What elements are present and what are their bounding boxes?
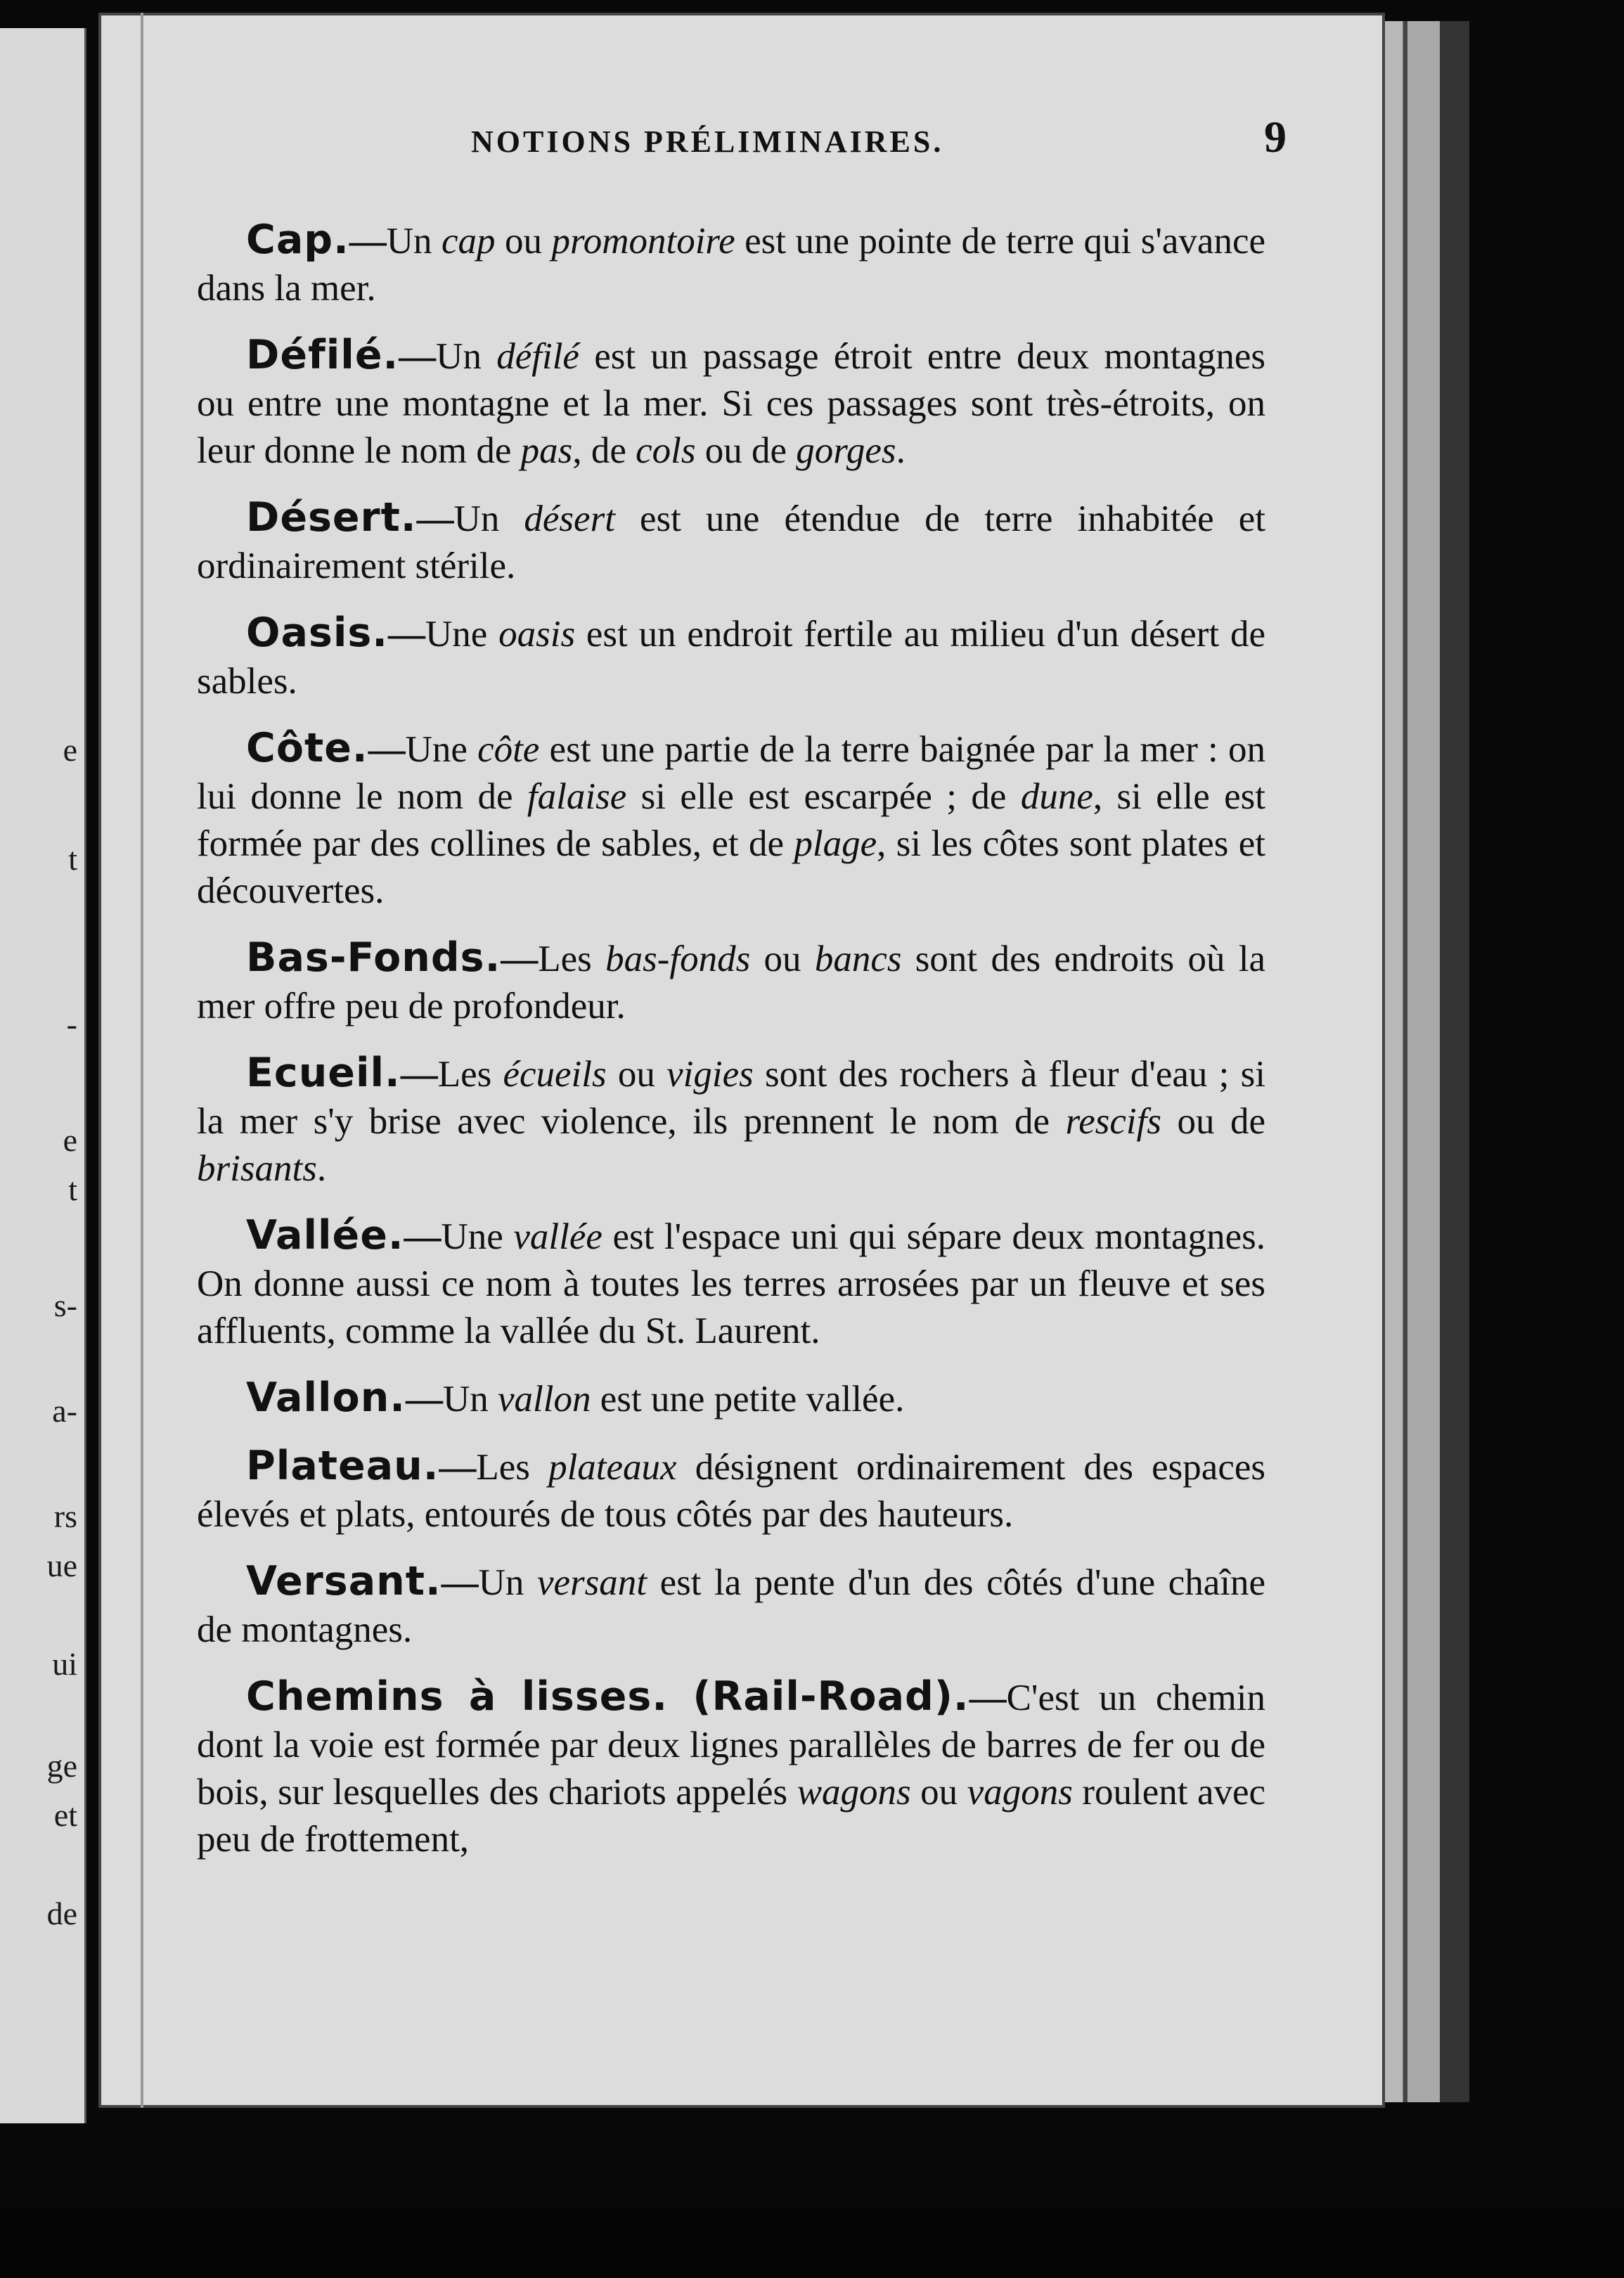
entry-emphasis: désert: [524, 498, 615, 539]
running-head: NOTIONS PRÉLIMINAIRES.: [471, 124, 944, 159]
entry-separator: —: [400, 1054, 438, 1095]
entry-emphasis: oasis: [498, 614, 576, 655]
entry-separator: —: [969, 1678, 1007, 1718]
entry-separator: —: [399, 336, 437, 377]
entry-emphasis: gorges: [796, 430, 896, 471]
entry-emphasis: brisants: [197, 1148, 317, 1189]
entry-separator: —: [416, 498, 454, 539]
entry-emphasis: défilé: [496, 336, 579, 377]
entry-separator: —: [439, 1447, 477, 1488]
entry-text: Un: [453, 498, 524, 539]
left-page-fragment: e: [63, 732, 77, 768]
entry-text: Un: [442, 1379, 498, 1420]
definition-entry: [197, 1673, 1265, 1863]
left-page-fragment: ge: [46, 1748, 77, 1784]
entry-separator: —: [501, 939, 539, 979]
entry-text: Une: [425, 614, 499, 655]
entry-text: sont des rochers à fleur d'eau ; si la mer s'y brise avec violence, ils prennent le nom de: [197, 1054, 1266, 1142]
entry-emphasis: vagons: [967, 1772, 1073, 1813]
entry-emphasis: plateaux: [548, 1447, 677, 1488]
entry-emphasis: cols: [636, 430, 696, 471]
entry-text: est une pointe de terre qui s'avance dans la mer.: [197, 221, 1266, 309]
entry-text: , de: [572, 430, 636, 471]
scan-bottom-edge: [0, 2208, 1624, 2278]
entry-text: est une petite vallée.: [591, 1379, 905, 1420]
entry-emphasis: promontoire: [551, 221, 735, 262]
definition-entry: [197, 725, 1265, 915]
entry-emphasis: vallée: [513, 1216, 602, 1257]
entry-term: Vallée.: [246, 1212, 404, 1259]
entry-text: Une: [405, 729, 478, 770]
definition-entry: [197, 610, 1265, 705]
page-header: [98, 112, 1385, 174]
definition-entry: [197, 1212, 1265, 1355]
entry-text: sont des endroits où la mer offre peu de profondeur.: [197, 939, 1265, 1027]
left-page-fragment: t: [68, 1171, 77, 1207]
entry-emphasis: versant: [537, 1562, 647, 1603]
left-page-fragment: de: [46, 1896, 77, 1931]
entry-text: est l'espace uni qui sépare deux montagnes. On donne aussi ce nom à toutes les terres arrosées par un fleuve et ses affluents, comme la vallée du St. Laurent.: [197, 1216, 1265, 1351]
entry-term: Plateau.: [246, 1443, 439, 1489]
entry-text: ou de: [695, 430, 797, 471]
entry-text: est une partie de la terre baignée par la mer : on lui donne le nom de: [197, 729, 1265, 817]
entry-term: Oasis.: [246, 610, 388, 656]
entry-emphasis: vallon: [497, 1379, 591, 1420]
entry-term: Défilé.: [246, 332, 399, 378]
left-page-fragment: rs: [53, 1498, 77, 1534]
left-page-fragment: et: [53, 1797, 77, 1833]
entry-term: Chemins à lisses. (Rail-Road).: [246, 1673, 969, 1720]
definition-entry: [197, 332, 1265, 475]
entry-separator: —: [368, 729, 406, 770]
entry-term: Versant.: [246, 1558, 442, 1604]
definition-entry: [197, 1443, 1265, 1538]
entry-emphasis: wagons: [797, 1772, 911, 1813]
entry-term: Cap.: [246, 217, 349, 263]
entry-text: est un passage étroit entre deux montagnes ou entre une montagne et la mer. Si ces passages sont très-étroits, on leur donne le nom de: [197, 336, 1265, 471]
entry-emphasis: bas-fonds: [605, 939, 751, 979]
entry-text: désignent ordinairement des espaces élevés et plats, entourés de tous côtés par des hauteurs.: [197, 1447, 1266, 1535]
entry-emphasis: falaise: [527, 776, 627, 817]
entry-text: est la pente d'un des côtés d'une chaîne de montagnes.: [197, 1562, 1265, 1650]
entry-text: , si elle est formée par des collines de sables, et de: [197, 776, 1265, 864]
entry-text: C'est un chemin dont la voie est formée par deux lignes parallèles de barres de fer ou de bois, sur lesquelles des chariots appelés: [197, 1678, 1265, 1813]
entry-term: Ecueil.: [246, 1050, 401, 1096]
left-page-fragment: e: [63, 1122, 77, 1158]
entry-emphasis: écueils: [503, 1054, 607, 1095]
entry-term: Vallon.: [246, 1375, 406, 1421]
entry-emphasis: dune: [1020, 776, 1093, 817]
entry-text: ou de: [1161, 1101, 1266, 1142]
left-page-fragment: ue: [46, 1547, 77, 1583]
entry-text: Les: [437, 1054, 503, 1095]
entry-emphasis: pas: [520, 430, 573, 471]
entry-text: est une étendue de terre inhabitée et ordinairement stérile.: [197, 498, 1265, 586]
entry-emphasis: plage: [794, 823, 877, 864]
definition-entry: [197, 1375, 1265, 1423]
definition-entry: [197, 494, 1265, 590]
left-page-fragment: s-: [53, 1287, 77, 1323]
entry-emphasis: vigies: [666, 1054, 754, 1095]
page-margin-line: [141, 13, 143, 2108]
definition-entry: [197, 217, 1265, 312]
entry-text: ou: [910, 1772, 967, 1813]
entry-text: ou: [495, 221, 552, 262]
page-number: 9: [1264, 112, 1287, 162]
entry-term: Désert.: [246, 494, 417, 541]
entry-text: ou: [750, 939, 815, 979]
entry-emphasis: rescifs: [1065, 1101, 1161, 1142]
entry-separator: —: [404, 1216, 442, 1257]
definitions-body: [197, 217, 1265, 1883]
entry-emphasis: côte: [477, 729, 540, 770]
left-page-fragment: a-: [52, 1393, 77, 1429]
entry-separator: —: [387, 614, 425, 655]
entry-text: .: [896, 430, 906, 471]
left-page-fragment: -: [66, 1006, 77, 1042]
entry-emphasis: cap: [442, 221, 496, 262]
entry-text: Un: [436, 336, 497, 377]
entry-text: Les: [476, 1447, 549, 1488]
left-page-fragment: t: [68, 841, 77, 877]
entry-term: Côte.: [246, 725, 368, 771]
definition-entry: [197, 1050, 1265, 1192]
entry-text: .: [316, 1148, 327, 1189]
entry-text: Une: [441, 1216, 514, 1257]
entry-text: , si les côtes sont plates et découvertes.: [197, 823, 1265, 911]
entry-text: Un: [386, 221, 442, 262]
definition-entry: [197, 934, 1265, 1030]
entry-text: ou: [606, 1054, 667, 1095]
entry-separator: —: [349, 221, 387, 262]
entry-text: est un endroit fertile au milieu d'un désert de sables.: [197, 614, 1265, 702]
entry-emphasis: bancs: [814, 939, 902, 979]
book-page: [98, 13, 1385, 2108]
entry-separator: —: [441, 1562, 479, 1603]
left-page-fragment: ui: [52, 1646, 77, 1682]
entry-text: Les: [538, 939, 606, 979]
definition-entry: [197, 1558, 1265, 1654]
entry-term: Bas-Fonds.: [246, 934, 501, 981]
entry-text: Un: [478, 1562, 537, 1603]
entry-text: roulent avec peu de frottement,: [197, 1772, 1266, 1860]
left-page-edge: [0, 28, 86, 2123]
entry-separator: —: [405, 1379, 443, 1420]
entry-text: si elle est escarpée ; de: [626, 776, 1021, 817]
